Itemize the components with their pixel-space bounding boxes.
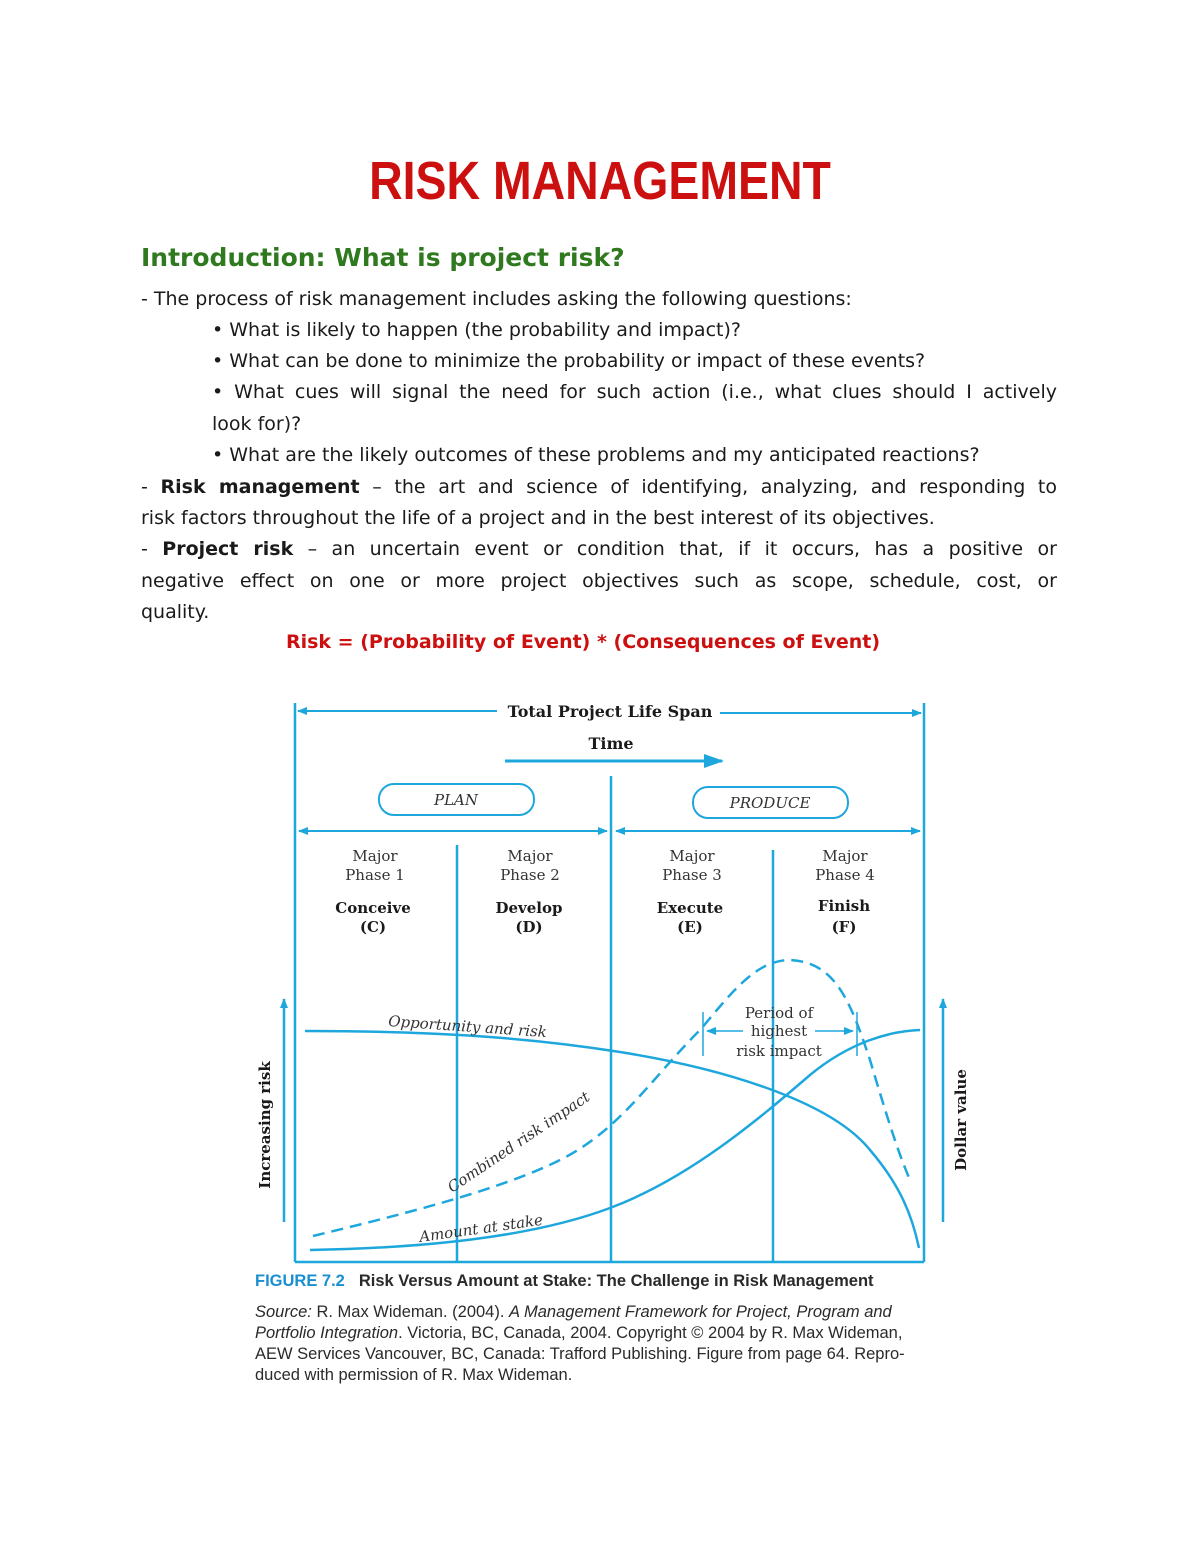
figure-source: Source: R. Max Wideman. (2004). A Management Framework for Project, Program and (255, 1303, 892, 1321)
amount-at-stake-curve (310, 1030, 920, 1250)
risk-management-definition: - Risk management – the art and science of identifying, analyzing, and responding to (141, 476, 1057, 498)
time-label: Time (588, 734, 634, 753)
produce-label: PRODUCE (729, 794, 811, 812)
opportunity-label: Opportunity and risk (387, 1012, 548, 1042)
figure-caption (255, 1272, 874, 1291)
phase-2 (495, 847, 562, 936)
svg-text:Major: Major (822, 847, 868, 865)
right-axis-label: Dollar value (952, 1069, 970, 1171)
figure-source-cont: AEW Services Vancouver, BC, Canada: Trafford Publishing. Figure from page 64. Repro- (255, 1345, 905, 1363)
svg-text:risk impact: risk impact (736, 1042, 822, 1060)
project-risk-definition: - Project risk – an uncertain event or condition that, if it occurs, has a positive or (141, 538, 1057, 560)
svg-text:(C): (C) (359, 918, 387, 936)
svg-text:(D): (D) (515, 918, 543, 936)
svg-text:Major: Major (669, 847, 715, 865)
figure-title: Risk Versus Amount at Stake: The Challenge in Risk Management (358, 1272, 874, 1290)
question-item: • What can be done to minimize the probability or impact of these events? (212, 350, 926, 372)
plan-label: PLAN (433, 791, 479, 809)
risk-formula: Risk = (Probability of Event) * (Consequences of Event) (285, 631, 881, 653)
svg-text:Major: Major (352, 847, 398, 865)
page-title: RISK MANAGEMENT (369, 151, 831, 211)
intro-line: - The process of risk management includes asking the following questions: (141, 288, 852, 310)
svg-text:Phase 3: Phase 3 (662, 866, 722, 884)
svg-text:Phase 4: Phase 4 (815, 866, 875, 884)
svg-text:Develop: Develop (495, 899, 563, 917)
svg-text:(F): (F) (831, 918, 857, 936)
svg-text:highest: highest (750, 1022, 808, 1040)
project-risk-definition-cont: quality. (141, 601, 210, 623)
svg-text:Execute: Execute (656, 899, 724, 917)
svg-text:Finish: Finish (817, 897, 871, 915)
figure-source-cont: duced with permission of R. Max Wideman. (255, 1366, 573, 1384)
svg-text:(E): (E) (677, 918, 703, 936)
figure-source-cont: Portfolio Integration. Victoria, BC, Canada, 2004. Copyright © 2004 by R. Max Wideman, (255, 1324, 903, 1342)
phase-1 (335, 847, 410, 936)
svg-text:Phase 2: Phase 2 (500, 866, 560, 884)
risk-management-definition-cont: risk factors throughout the life of a project and in the best interest of its objectives. (141, 507, 935, 529)
period-highest-risk (703, 1004, 857, 1060)
combined-label: Combined risk impact (444, 1087, 594, 1197)
phase-3 (657, 847, 723, 936)
stake-label: Amount at stake (418, 1210, 544, 1246)
figure-number: FIGURE 7.2 (255, 1272, 345, 1290)
svg-text:Conceive: Conceive (335, 899, 411, 917)
term-project-risk: Project risk (162, 538, 294, 560)
project-risk-definition-cont: negative effect on one or more project objectives such as scope, schedule, cost, or (141, 570, 1057, 592)
svg-text:Major: Major (507, 847, 553, 865)
question-item: • What cues will signal the need for such action (i.e., what clues should I actively (212, 381, 1057, 403)
question-item: • What is likely to happen (the probability and impact)? (212, 319, 741, 341)
svg-text:Phase 1: Phase 1 (345, 866, 405, 884)
question-item-cont: look for)? (212, 413, 302, 435)
total-span-label: Total Project Life Span (507, 702, 713, 721)
section-heading: Introduction: What is project risk? (141, 243, 625, 272)
question-item: • What are the likely outcomes of these problems and my anticipated reactions? (212, 444, 980, 466)
term-risk-management: Risk management (160, 476, 360, 498)
risk-figure (240, 690, 980, 1270)
svg-text:Period of: Period of (744, 1004, 814, 1022)
left-axis-label: Increasing risk (256, 1061, 274, 1189)
phase-4 (815, 847, 875, 936)
